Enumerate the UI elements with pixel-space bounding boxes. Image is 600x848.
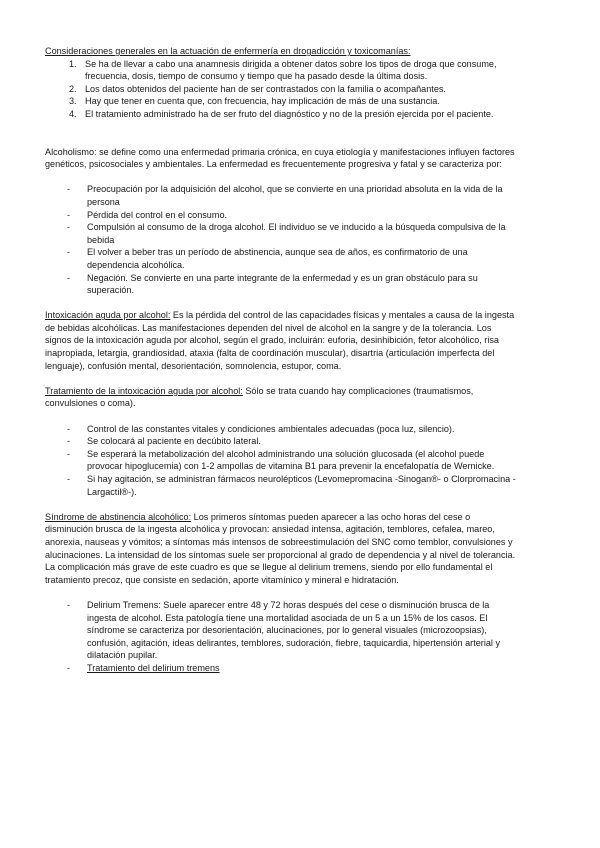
dash-list-withdrawal (45, 599, 517, 675)
document-page (45, 45, 517, 675)
section-heading-acute-intoxication: Intoxicación aguda por alcohol: (45, 310, 171, 321)
treatment-paragraph: Tratamiento de la intoxicación aguda por alcohol: Sólo se trata cuando hay complicaciones (traumatismos, convulsiones o coma). (45, 385, 474, 409)
list-item: - Se esperará la metabolización del alcohol administrando una solución glucosada (el alcohol puede provocar hipoglucemia) con 1-2 ampollas de vitamina B1 para prevenir la encefalopatía de Wernicke. (67, 448, 495, 472)
list-item: - Delirium Tremens: Suele aparecer entre 48 y 72 horas después del cese o disminución brusca de la ingesta de alcohol. Esta patología tiene una mortalidad asociada de un 5 a un 15% de los casos. El síndrome se caracteriza por desorientación, alucinaciones, por lo general visuales (microzoopsias), confusión, agitación, ideas delirantes, temblores, sudoración, fiebre, taquicardia, hipertensión arterial y dilatación pupilar. (67, 599, 500, 661)
alcoholism-definition: Alcoholismo: se define como una enfermedad primaria crónica, en cuya etiología y manifestaciones influyen factores genéticos, psicosociales y ambientales. La enfermedad es frecuentemente progresiva y fatal y se caracteriza por: (45, 146, 515, 170)
numbered-list (45, 58, 517, 121)
section-heading-general: Consideraciones generales en la actuación de enfermería en drogadicción y toxicomanías: (45, 46, 411, 56)
list-item: - Si hay agitación, se administran fármacos neurolépticos (Levomepromacina -Sinogan®- o Clorpromacina - Largactil®-). (67, 474, 516, 497)
section-heading-withdrawal: Síndrome de abstinencia alcohólico: (45, 511, 192, 522)
acute-intoxication-paragraph: Intoxicación aguda por alcohol: Es la pérdida del control de las capacidades físicas y mentales a causa de la ingesta de bebidas alcohólicas. Las manifestaciones dependen del nivel de alcohol en la sangre y de la tolerancia. Los signos de la intoxicación aguda por alcohol, según el grado, incluirán: euforia, desinhibición, fetor alcohólico, risa inapropiada, letargia, grandiosidad, ataxia (falta de coordinación muscular), disartria (articulación imperfecta del lenguaje), confusión mental, desorientación, somnolencia, estupor, coma. (45, 310, 515, 371)
list-item: - Pérdida del control en el consumo. (67, 209, 228, 220)
list-item: 3. Hay que tener en cuenta que, con frecuencia, hay implicación de más de una sustancia. (69, 96, 440, 107)
dash-list-treatment (45, 423, 517, 499)
withdrawal-paragraph: Síndrome de abstinencia alcohólico: Los primeros síntomas pueden aparecer a las ocho horas del cese o disminución brusca de la ingesta alcohólica y provocan: ansiedad intensa, agitación, temblores, cefalea, mareo, anorexia, nauseas y vómitos; a síntomas más intensos de sobreestimulación del SNC como temblor, convulsiones y alucinaciones. La intensidad de los síntomas suele ser proporcional al grado de dependencia y al nivel de tolerancia. La complicación más grave de este cuadro es que se llegue al delirium tremens, siendo por ello fundamental el tratamiento precoz, que consiste en sedación, aporte vitamínico y mineral e hidratación. (45, 511, 516, 585)
dash-list-alcoholism (45, 183, 517, 296)
list-item: 1. Se ha de llevar a cabo una anamnesis dirigida a obtener datos sobre los tipos de droga que consume, frecuencia, dosis, tiempo de consumo y tiempo que ha pasado desde la última dosis. (69, 58, 497, 82)
section-heading-treatment: Tratamiento de la intoxicación aguda por alcohol: (45, 385, 243, 396)
list-item: - El volver a beber tras un período de abstinencia, aunque sea de años, es confirmatorio de una dependencia alcohólica. (67, 247, 468, 270)
list-item: 2. Los datos obtenidos del paciente han de ser contrastados con la familia o acompañantes. (69, 83, 446, 94)
list-item: - Tratamiento del delirium tremens (67, 662, 220, 673)
list-item: 4. El tratamiento administrado ha de ser fruto del diagnóstico y no de la presión ejercida por el paciente. (69, 108, 494, 119)
list-item: - Preocupación por la adquisición del alcohol, que se convierte en una prioridad absoluta en la vida de la persona (67, 184, 503, 207)
list-item: - Negación. Se convierte en una parte integrante de la enfermedad y es un gran obstáculo para su superación. (67, 272, 478, 296)
list-item: - Control de las constantes vitales y condiciones ambientales adecuadas (poca luz, silencio). (67, 423, 455, 434)
list-item: - Compulsión al consumo de la droga alcohol. El individuo se ve inducido a la búsqueda compulsiva de la bebida (67, 222, 506, 245)
list-item: - Se colocará al paciente en decúbito lateral. (67, 436, 261, 447)
subheading-delirium-treatment: Tratamiento del delirium tremens (87, 662, 220, 673)
